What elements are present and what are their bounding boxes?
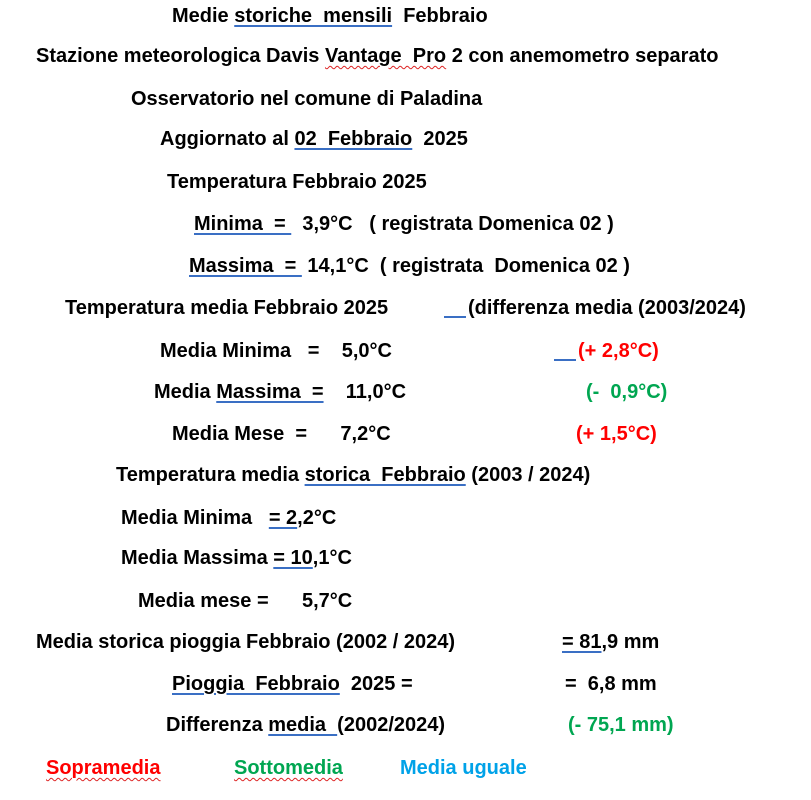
media-mese-label: Media Mese = 7,2°C bbox=[172, 423, 391, 445]
title-part: Medie bbox=[172, 5, 235, 27]
storica-title bbox=[116, 463, 590, 487]
media-min-label: Media Minima = 5,0°C bbox=[160, 340, 392, 362]
legend-sottomedia: Sottomedia bbox=[234, 757, 343, 779]
label-part: Media Minima bbox=[121, 507, 269, 529]
current-title: Temperatura Febbraio 2025 bbox=[167, 171, 427, 193]
storica-min bbox=[121, 506, 336, 530]
label-part: 2025 = bbox=[339, 673, 413, 695]
label-part: Differenza bbox=[166, 714, 269, 736]
updated-line bbox=[160, 127, 468, 151]
media-2025-diff-title bbox=[444, 296, 746, 320]
current-min-value: 3,9°C ( registrata Domenica 02 ) bbox=[291, 213, 614, 235]
pioggia-feb-label bbox=[172, 672, 413, 696]
marker bbox=[444, 316, 466, 318]
pioggia-storica-value bbox=[562, 630, 659, 654]
legend-media-uguale: Media uguale bbox=[400, 757, 527, 779]
label-part: 11,0°C bbox=[323, 381, 407, 403]
label-part: media bbox=[268, 714, 338, 736]
station-part: Vantage Pro bbox=[324, 45, 447, 67]
media-min-diff bbox=[554, 339, 659, 363]
marker bbox=[554, 359, 576, 361]
label-part: ,1°C bbox=[312, 547, 352, 569]
label-part: (2002/2024) bbox=[337, 714, 446, 736]
value-part: ,9 mm bbox=[601, 631, 660, 653]
media-2025-title: Temperatura media Febbraio 2025 bbox=[65, 297, 389, 319]
diff-title-text: (differenza media (2003/2024) bbox=[468, 297, 746, 319]
pioggia-diff-label bbox=[166, 713, 445, 737]
label-part: = 2 bbox=[268, 507, 298, 529]
diff-value: (+ 2,8°C) bbox=[578, 340, 659, 362]
media-mese-diff: (+ 1,5°C) bbox=[576, 423, 657, 445]
current-max-line bbox=[189, 254, 630, 278]
current-min-label: Minima = bbox=[194, 213, 292, 235]
media-max-diff: (- 0,9°C) bbox=[586, 381, 668, 403]
title-part: storiche mensili bbox=[234, 5, 393, 27]
label-part: Pioggia Febbraio bbox=[172, 673, 340, 695]
updated-date: 02 Febbraio bbox=[294, 128, 413, 150]
station-part: Stazione meteorologica Davis bbox=[36, 45, 325, 67]
pioggia-storica-label: Media storica pioggia Febbraio (2002 / 2024) bbox=[36, 631, 456, 653]
station-part: 2 con anemometro separato bbox=[446, 45, 719, 67]
title-part: (2003 / 2024) bbox=[465, 464, 591, 486]
current-max-value: 14,1°C ( registrata Domenica 02 ) bbox=[301, 255, 630, 277]
station-line bbox=[36, 44, 718, 68]
label-part: Media bbox=[154, 381, 217, 403]
storica-mese: Media mese = 5,7°C bbox=[138, 590, 353, 612]
label-part: = 10 bbox=[273, 547, 313, 569]
legend-sopramedia: Sopramedia bbox=[46, 757, 161, 779]
current-min-line bbox=[194, 212, 614, 236]
storica-max bbox=[121, 546, 352, 570]
label-part: Massima = bbox=[216, 381, 324, 403]
label-part: ,2°C bbox=[297, 507, 337, 529]
title-part: storica Febbraio bbox=[304, 464, 466, 486]
label-part: Media Massima bbox=[121, 547, 274, 569]
media-max-label bbox=[154, 380, 406, 404]
title-part: Temperatura media bbox=[116, 464, 305, 486]
title-line bbox=[172, 4, 488, 28]
updated-part: Aggiornato al bbox=[160, 128, 295, 150]
current-max-label: Massima = bbox=[189, 255, 302, 277]
pioggia-feb-value: = 6,8 mm bbox=[565, 673, 657, 695]
pioggia-diff-value: (- 75,1 mm) bbox=[568, 714, 674, 736]
updated-part: 2025 bbox=[412, 128, 468, 150]
title-part: Febbraio bbox=[392, 5, 488, 27]
observatory-line: Osservatorio nel comune di Paladina bbox=[131, 88, 483, 110]
value-part: = 81 bbox=[562, 631, 602, 653]
